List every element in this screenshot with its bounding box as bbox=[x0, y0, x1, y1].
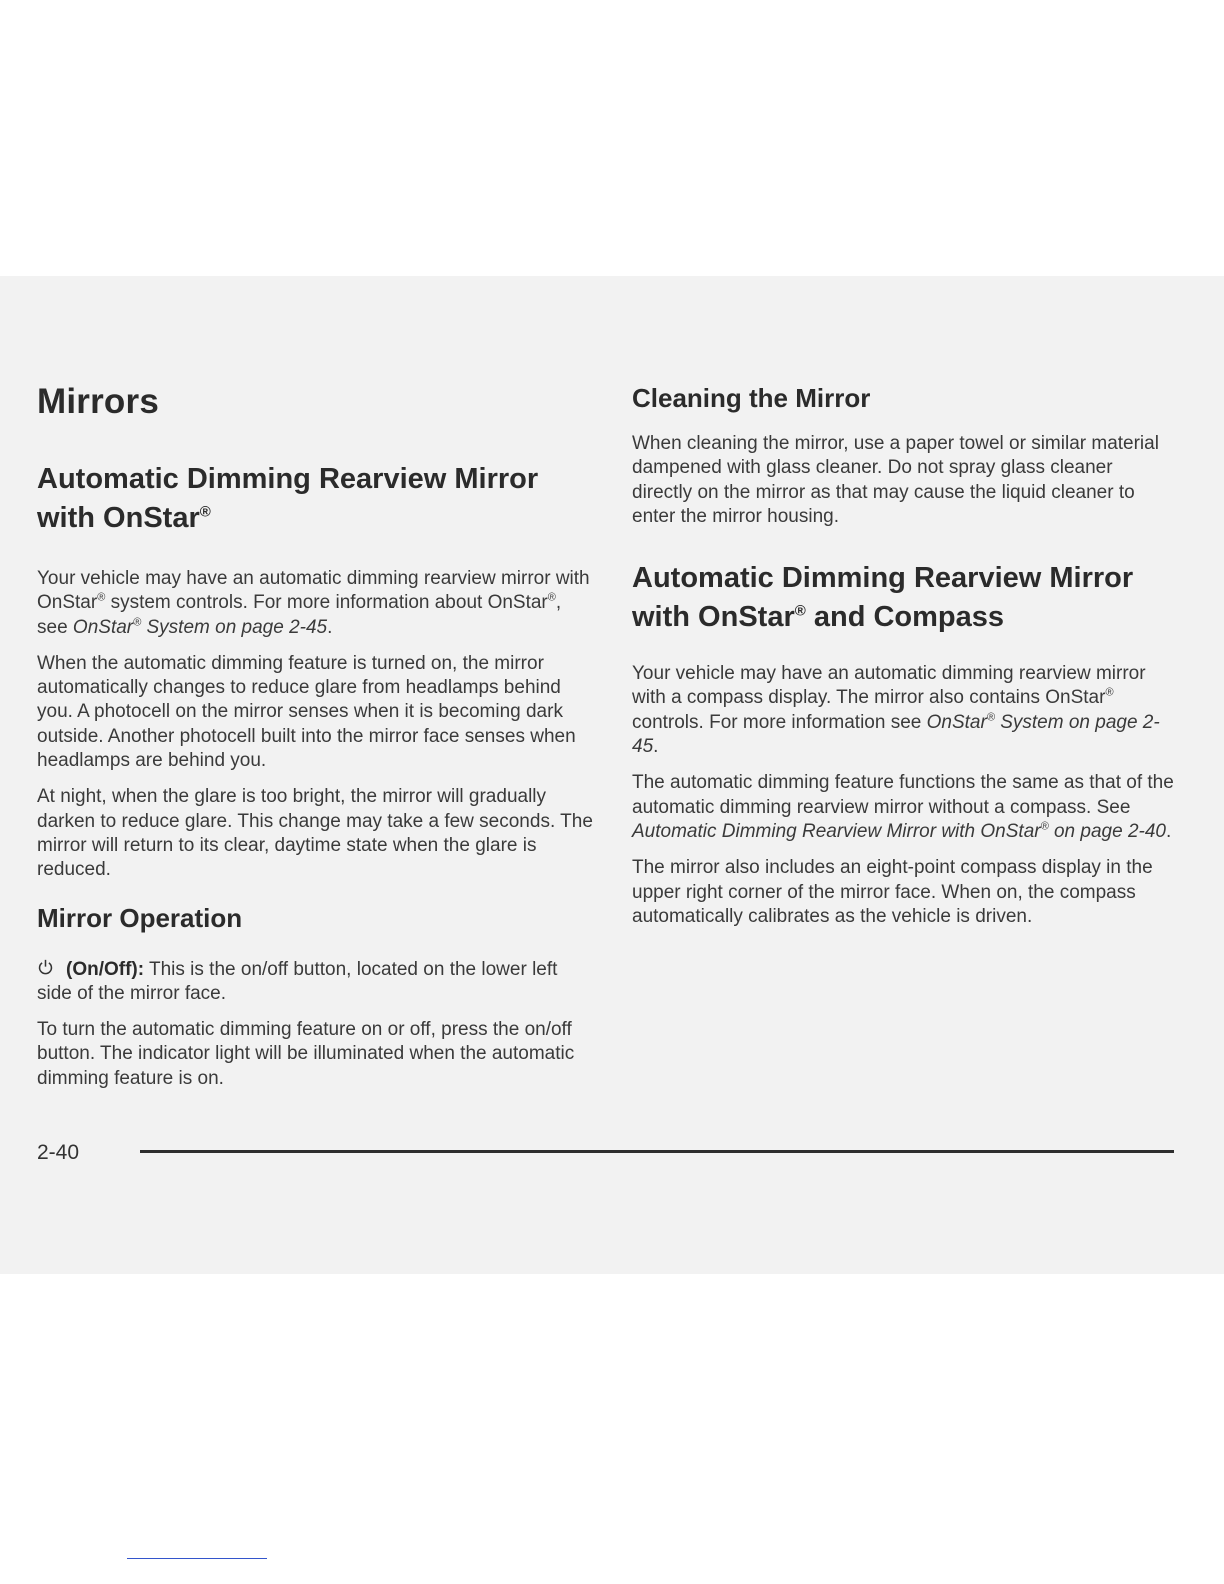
footer-divider bbox=[140, 1150, 1174, 1153]
paragraph-turn-on-off: To turn the automatic dimming feature on or off, press the on/off button. The indicator light will be illuminated when the automatic dimming feature is on. bbox=[37, 1019, 575, 1089]
power-icon bbox=[37, 959, 54, 976]
paragraph-cleaning: When cleaning the mirror, use a paper towel or similar material dampened with glass cleaner. Do not spray glass cleaner directly on the mirror as that may cause the liquid cleaner to enter the mirror housing. bbox=[632, 433, 1159, 527]
paragraph-intro: Your vehicle may have an automatic dimming rearview mirror with OnStar® system controls. For more information about OnStar®, see OnStar® System on page 2-45. bbox=[37, 568, 590, 638]
paragraph-eight-point-compass: The mirror also includes an eight-point compass display in the upper right corner of the mirror face. When on, the compass automatically calibrates as the vehicle is driven. bbox=[632, 857, 1153, 927]
link-auto-dimming-mirror[interactable]: Automatic Dimming Rearview Mirror with OnStar® on page 2-40 bbox=[632, 820, 1166, 842]
paragraph-compass-intro: Your vehicle may have an automatic dimming rearview mirror with a compass display. The mirror also contains OnStar® controls. For more information see OnStar® System on page 2-45. bbox=[632, 663, 1160, 758]
paragraph-compass-functions: The automatic dimming feature functions the same as that of the automatic dimming rearview mirror without a compass. See Automatic Dimming Rearview Mirror with OnStar® on page 2-40. bbox=[632, 772, 1174, 842]
section-heading-auto-dimming-compass: Automatic Dimming Rearview Mirror with OnStar® and Compass bbox=[632, 562, 1134, 634]
paragraph-dimming-feature: When the automatic dimming feature is turned on, the mirror automatically changes to reduce glare from headlamps behind you. A photocell on the mirror senses when it is becoming dark outside. Another photocell built into the mirror face senses when headlamps are behind you. bbox=[37, 652, 576, 772]
right-column bbox=[632, 383, 1177, 929]
section-heading-cleaning: Cleaning the Mirror bbox=[632, 383, 871, 413]
section-heading-auto-dimming: Automatic Dimming Rearview Mirror with OnStar® bbox=[37, 463, 539, 534]
left-column bbox=[37, 382, 593, 1091]
paragraph-night-glare: At night, when the glare is too bright, the mirror will gradually darken to reduce glare. This change may take a few seconds. The mirror will return to its clear, daytime state when the glare is reduced. bbox=[37, 786, 593, 881]
bottom-underline-decoration bbox=[127, 1558, 267, 1559]
page-title: Mirrors bbox=[37, 382, 159, 421]
link-onstar-system-right[interactable]: OnStar® System on page 2-45 bbox=[632, 711, 1160, 758]
page-number: 2-40 bbox=[37, 1141, 80, 1164]
paragraph-on-off: (On/Off): This is the on/off button, located on the lower left side of the mirror face. bbox=[37, 958, 558, 1004]
link-onstar-system[interactable]: OnStar® System on page 2-45 bbox=[72, 616, 328, 638]
section-heading-mirror-operation: Mirror Operation bbox=[37, 902, 243, 933]
